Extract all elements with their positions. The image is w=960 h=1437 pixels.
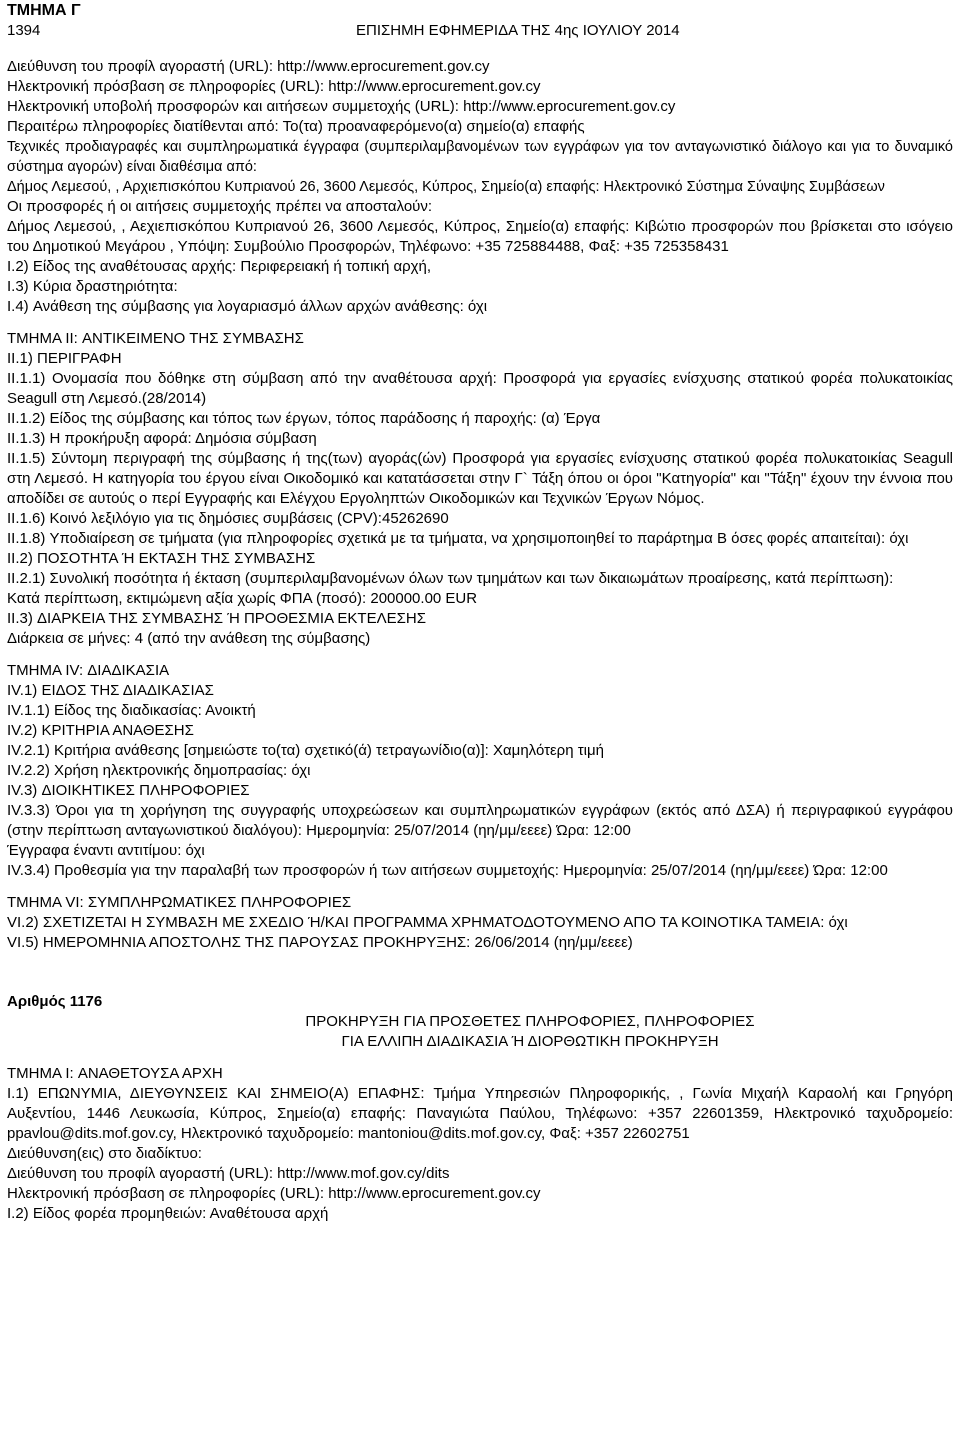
notice-contact: I.1) ΕΠΩΝΥΜΙΑ, ΔΙΕΥΘΥΝΣΕΙΣ ΚΑΙ ΣΗΜΕΙΟ(Α) ΕΠΑΦΗΣ: Τμήμα Υπηρεσιών Πληροφορικής, , Γωνία Μιχαήλ Καραολή και Γρηγόρη Αυξεντίου, 1446 Λευκωσία, Κύπρος, Σημείο(α) επαφής: Παναγιώτα Παύλου, Τηλέφωνο: +357 22601359, Ηλεκτρονικό ταχυδρομείο: ppavlou@dits.mof.gov.cy, Ηλεκτρονικό ταχυδρομείο: mantoniou@dits.mof.gov.cy, Φαξ: +357 22602751: [7, 1085, 953, 1142]
internet-addresses: Διεύθυνση(εις) στο διαδίκτυο:: [7, 1145, 202, 1162]
procedure-type-heading: IV.1) ΕΙΔΟΣ ΤΗΣ ΔΙΑΔΙΚΑΣΙΑΣ: [7, 682, 214, 699]
admin-info-heading: IV.3) ΔΙΟΙΚΗΤΙΚΕΣ ΠΛΗΡΟΦΟΡΙΕΣ: [7, 782, 250, 799]
award-criteria: IV.2.1) Κριτήρια ανάθεσης [σημειώστε το(τα) σχετικό(ά) τετραγωνίδιο(α)]: Χαμηλότερη τιμή: [7, 742, 604, 759]
gazette-title: ΕΠΙΣΗΜΗ ΕΦΗΜΕΡΙΔΑ ΤΗΣ 4ης ΙΟΥΛΙΟΥ 2014: [356, 22, 680, 39]
notice-concerns: II.1.3) Η προκήρυξη αφορά: Δημόσια σύμβαση: [7, 430, 317, 447]
short-description: II.1.5) Σύντομη περιγραφή της σύμβασης ή της(των) αγοράς(ών) Προσφορά για εργασίες ενίσχυσης στατικού φορέα πολυκατοικίας Seagull στη Λεμεσό. Η κατηγορία του έργου είναι Οικοδομικό και κατατάσσεται στην Γ` Τάξη όπου οι όροι "Κατηγορία" και "Τάξη" έχουν την έννοια που αποδίδει σε αυτούς ο περί Εγγραφής και Ελέγχου Εργοληπτών Οικοδομικών και Τεχνικών Έργων Νόμος.: [7, 450, 953, 507]
payable-documents: Έγγραφα έναντι αντιτίμου: όχι: [7, 842, 205, 859]
e-auction: IV.2.2) Χρήση ηλεκτρονικής δημοπρασίας: όχι: [7, 762, 311, 779]
tech-specs: Τεχνικές προδιαγραφές και συμπληρωματικά έγγραφα (συμπεριλαμβανομένων των εγγράφων για τον ανταγωνιστικό διάλογο και για το δυναμικό σύστημα αγορών) είναι διαθέσιμα από:: [7, 139, 953, 175]
estimated-value: Κατά περίπτωση, εκτιμώμενη αξία χωρίς ΦΠΑ (ποσό): 200000.00 EUR: [7, 590, 478, 607]
contact-info-block: [7, 57, 953, 317]
main-activity: I.3) Κύρια δραστηριότητα:: [7, 278, 178, 295]
tech-specs-address: Δήμος Λεμεσού, , Αρχιεπισκόπου Κυπριανού 26, 3600 Λεμεσός, Κύπρος, Σημείο(α) επαφής: Ηλεκτρονικό Σύστημα Σύναψης Συμβάσεων: [7, 179, 885, 195]
award-criteria-heading: IV.2) ΚΡΙΤΗΡΙΑ ΑΝΑΘΕΣΗΣ: [7, 722, 194, 739]
receipt-deadline: IV.3.4) Προθεσμία για την παραλαβή των προσφορών ή των αιτήσεων συμμετοχής: Ημερομηνία: 25/07/2014 (ηη/μμ/εεεε) Ώρα: 12:00: [7, 862, 888, 879]
notice-title-line2: ΓΙΑ ΕΛΛΙΠΗ ΔΙΑΔΙΚΑΣΙΑ Ή ΔΙΟΡΘΩΤΙΚΗ ΠΡΟΚΗΡΥΞΗ: [341, 1033, 719, 1050]
notice-entity-type: I.2) Είδος φορέα προμηθειών: Αναθέτουσα αρχή: [7, 1205, 329, 1222]
section-iv-heading: ΤΜΗΜΑ IV: ΔΙΑΔΙΚΑΣΙΑ: [7, 662, 170, 679]
total-quantity: II.2.1) Συνολική ποσότητα ή έκταση (συμπεριλαμβανομένων όλων των τμημάτων και των δικαιωμάτων προαίρεσης, κατά περίπτωση):: [7, 570, 894, 587]
offers-sent-to: Οι προσφορές ή οι αιτήσεις συμμετοχής πρέπει να αποσταλούν:: [7, 198, 433, 215]
notice-buyer-profile: Διεύθυνση του προφίλ αγοραστή (URL): http://www.mof.gov.cy/dits: [7, 1165, 450, 1182]
procedure-type: IV.1.1) Είδος της διαδικασίας: Ανοικτή: [7, 702, 256, 719]
notice-section-i-heading: ΤΜΗΜΑ I: ΑΝΑΘΕΤΟΥΣΑ ΑΡΧΗ: [7, 1065, 223, 1082]
dispatch-date: VI.5) ΗΜΕΡΟΜΗΝΙΑ ΑΠΟΣΤΟΛΗΣ ΤΗΣ ΠΑΡΟΥΣΑΣ ΠΡΟΚΗΡΥΞΗΣ: 26/06/2014 (ηη/μμ/εεεε): [7, 934, 633, 951]
authority-type: I.2) Είδος της αναθέτουσας αρχής: Περιφερειακή ή τοπική αρχή,: [7, 258, 432, 275]
notice-info-access: Ηλεκτρονική πρόσβαση σε πληροφορίες (URL): http://www.eprocurement.gov.cy: [7, 1185, 541, 1202]
cpv: II.1.6) Κοινό λεξιλόγιο για τις δημόσιες συμβάσεις (CPV):45262690: [7, 510, 449, 527]
notice-title-line1: ΠΡΟΚΗΡΥΞΗ ΓΙΑ ΠΡΟΣΘΕΤΕΣ ΠΛΗΡΟΦΟΡΙΕΣ, ΠΛΗΡΟΦΟΡΙΕΣ: [305, 1013, 755, 1030]
page-number: 1394: [7, 22, 41, 39]
contract-title: II.1.1) Ονομασία που δόθηκε στη σύμβαση από την αναθέτουσα αρχή: Προσφορά για εργασίες ενίσχυσης στατικού φορέα πολυκατοικίας Seagull στη Λεμεσό.(28/2014): [7, 370, 953, 407]
further-info: Περαιτέρω πληροφορίες διατίθενται από: Το(τα) προαναφερόμενο(α) σημείο(α) επαφής: [7, 118, 585, 135]
duration-heading: II.3) ΔΙΑΡΚΕΙΑ ΤΗΣ ΣΥΜΒΑΣΗΣ Ή ΠΡΟΘΕΣΜΙΑ ΕΚΤΕΛΕΣΗΣ: [7, 610, 426, 627]
documents-conditions: IV.3.3) Όροι για τη χορήγηση της συγγραφής υποχρεώσεων και συμπληρωματικών εγγράφων (εκτός από ΔΣΑ) ή περιγραφικού εγγράφου (στην περίπτωση ανταγωνιστικού διαλόγου): Ημερομηνία: 25/07/2014 (ηη/μμ/εεεε) Ώρα: 12:00: [7, 802, 953, 839]
info-access-url: Ηλεκτρονική πρόσβαση σε πληροφορίες (URL): http://www.eprocurement.gov.cy: [7, 78, 541, 95]
lots: II.1.8) Υποδιαίρεση σε τμήματα (για πληροφορίες σχετικά με τα τμήματα, να χρησιμοποιηθεί το παράρτημα Β όσες φορές απαιτείται): όχι: [7, 530, 909, 547]
notice-section-i: [7, 1064, 953, 1224]
buyer-profile-url: Διεύθυνση του προφίλ αγοραστή (URL): http://www.eprocurement.gov.cy: [7, 58, 490, 75]
duration: Διάρκεια σε μήνες: 4 (από την ανάθεση της σύμβασης): [7, 630, 371, 647]
quantity-heading: II.2) ΠΟΣΟΤΗΤΑ Ή ΕΚΤΑΣΗ ΤΗΣ ΣΥΜΒΑΣΗΣ: [7, 550, 316, 567]
page-header: [7, 21, 953, 41]
section-ii-block: [7, 329, 953, 649]
section-vi-block: [7, 893, 953, 953]
on-behalf: I.4) Ανάθεση της σύμβασης για λογαριασμό άλλων αρχών ανάθεσης: όχι: [7, 298, 488, 315]
eu-funds: VI.2) ΣΧΕΤΙΖΕΤΑΙ Η ΣΥΜΒΑΣΗ ΜΕ ΣΧΕΔΙΟ Ή/ΚΑΙ ΠΡΟΓΡΑΜΜΑ ΧΡΗΜΑΤΟΔΟΤΟΥΜΕΝΟ ΑΠΟ ΤΑ ΚΟΙΝΟΤΙΚΑ ΤΑΜΕΙΑ: όχι: [7, 914, 848, 931]
submission-url: Ηλεκτρονική υποβολή προσφορών και αιτήσεων συμμετοχής (URL): http://www.eprocurement.gov.cy: [7, 98, 676, 115]
description-heading: II.1) ΠΕΡΙΓΡΑΦΗ: [7, 350, 122, 367]
section-label: ΤΜΗΜΑ Γ: [7, 2, 81, 19]
section-vi-heading: ΤΜΗΜΑ VI: ΣΥΜΠΛΗΡΩΜΑΤΙΚΕΣ ΠΛΗΡΟΦΟΡΙΕΣ: [7, 894, 352, 911]
notice-number: Αριθμός 1176: [7, 993, 103, 1010]
section-iv-block: [7, 661, 953, 881]
section-ii-heading: ΤΜΗΜΑ II: ΑΝΤΙΚΕΙΜΕΝΟ ΤΗΣ ΣΥΜΒΑΣΗΣ: [7, 330, 304, 347]
offers-address: Δήμος Λεμεσού, , Αεχιεπισκόπου Κυπριανού 26, 3600 Λεμεσός, Κύπρος, Σημείο(α) επαφής: Κιβώτιο προσφορών που βρίσκεται στο ισόγειο του Δημοτικού Μεγάρου , Υπόψη: Συμβούλιο Προσφορών, Τηλέφωνο: +35 725884488, Φαξ: +35 725358431: [7, 218, 953, 255]
gazette-page: [0, 1, 960, 1224]
contract-type: II.1.2) Είδος της σύμβασης και τόπος των έργων, τόπος παράδοσης ή παροχής: (α) Έργα: [7, 410, 601, 427]
